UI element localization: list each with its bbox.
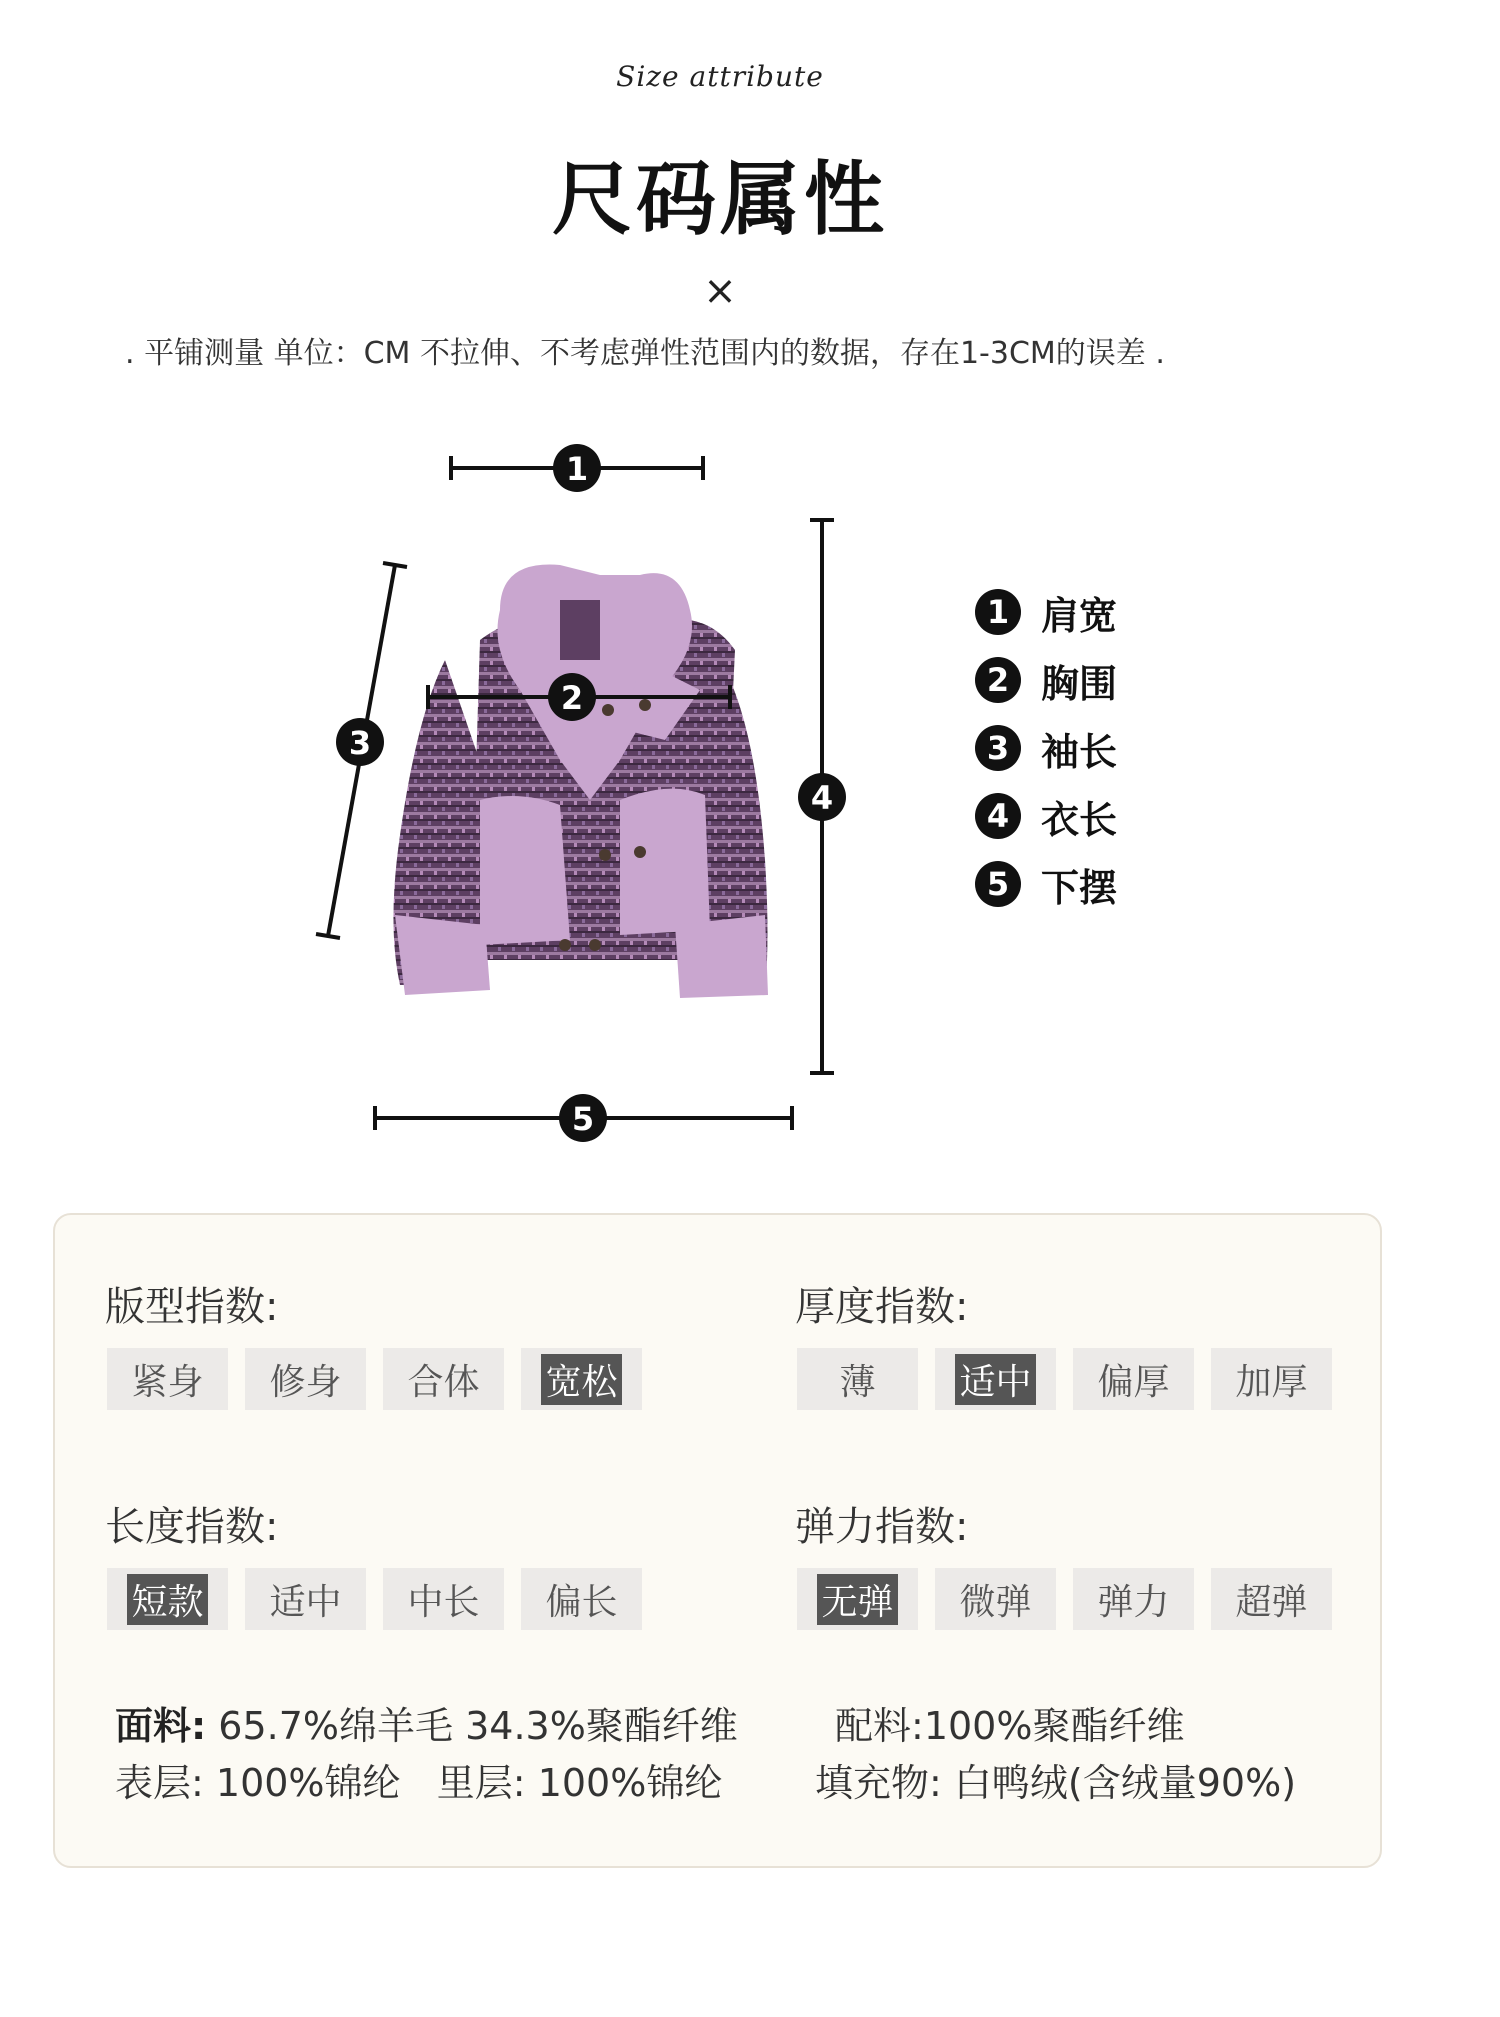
outer-label: 表层: bbox=[115, 1761, 204, 1805]
legend-item-hem bbox=[975, 850, 1117, 918]
lining-label: 配料: bbox=[835, 1704, 924, 1748]
marker-2 bbox=[548, 673, 596, 721]
legend-item-length bbox=[975, 782, 1117, 850]
filling-label: 填充物: bbox=[815, 1761, 942, 1805]
legend-number: 4 bbox=[975, 793, 1021, 839]
fit-index-label: 版型指数: bbox=[105, 1284, 279, 1330]
elasticity-option: 弹力 bbox=[1073, 1568, 1194, 1630]
elasticity-option: 超弹 bbox=[1211, 1568, 1332, 1630]
outer-layer-line bbox=[115, 1752, 722, 1807]
thickness-option: 加厚 bbox=[1211, 1348, 1332, 1410]
length-index-options bbox=[107, 1568, 642, 1630]
thickness-option: 适中 bbox=[935, 1348, 1056, 1410]
legend-number: 1 bbox=[975, 589, 1021, 635]
filling-line bbox=[815, 1752, 1296, 1807]
length-option: 短款 bbox=[107, 1568, 228, 1630]
page-title: 尺码属性 bbox=[552, 153, 888, 246]
marker-1 bbox=[553, 444, 601, 492]
thickness-option: 薄 bbox=[797, 1348, 918, 1410]
fit-option: 修身 bbox=[245, 1348, 366, 1410]
inner-value: 100%锦纶 bbox=[537, 1761, 723, 1805]
elasticity-index-options bbox=[797, 1568, 1332, 1630]
outer-value: 100%锦纶 bbox=[215, 1761, 401, 1805]
fit-index-options bbox=[107, 1348, 642, 1410]
legend-label: 下摆 bbox=[1041, 865, 1118, 910]
thickness-index-options bbox=[797, 1348, 1332, 1410]
fit-option: 紧身 bbox=[107, 1348, 228, 1410]
marker-3 bbox=[336, 718, 384, 766]
svg-text:4: 4 bbox=[810, 779, 834, 817]
legend-item-chest bbox=[975, 646, 1117, 714]
legend-label: 肩宽 bbox=[1041, 593, 1118, 638]
legend-label: 袖长 bbox=[1041, 729, 1118, 774]
legend-number: 3 bbox=[975, 725, 1021, 771]
fabric-value: 65.7%绵羊毛 34.3%聚酯纤维 bbox=[218, 1704, 738, 1748]
legend-label: 胸围 bbox=[1041, 661, 1118, 706]
fabric-line bbox=[115, 1695, 738, 1750]
elasticity-option: 无弹 bbox=[797, 1568, 918, 1630]
svg-text:2: 2 bbox=[560, 679, 584, 717]
marker-5 bbox=[559, 1094, 607, 1142]
measurement-note: . 平铺测量 单位：CM 不拉伸、不考虑弹性范围内的数据，存在1-3CM的误差 . bbox=[125, 336, 1165, 371]
legend-item-shoulder bbox=[975, 578, 1117, 646]
marker-4 bbox=[798, 773, 846, 821]
coat-image bbox=[393, 565, 768, 998]
legend-number: 5 bbox=[975, 861, 1021, 907]
length-index-label: 长度指数: bbox=[105, 1504, 279, 1550]
fit-option: 宽松 bbox=[521, 1348, 642, 1410]
svg-text:3: 3 bbox=[348, 724, 372, 762]
attribute-panel bbox=[53, 1213, 1382, 1868]
thickness-option: 偏厚 bbox=[1073, 1348, 1194, 1410]
filling-value: 白鸭绒(含绒量90%) bbox=[953, 1761, 1297, 1805]
elasticity-index-label: 弹力指数: bbox=[795, 1504, 969, 1550]
svg-text:5: 5 bbox=[571, 1100, 595, 1138]
lining-value: 100%聚酯纤维 bbox=[923, 1704, 1185, 1748]
length-option: 偏长 bbox=[521, 1568, 642, 1630]
svg-text:1: 1 bbox=[565, 450, 589, 488]
length-option: 中长 bbox=[383, 1568, 504, 1630]
subtitle: Size attribute bbox=[616, 60, 824, 93]
elasticity-option: 微弹 bbox=[935, 1568, 1056, 1630]
fabric-label: 面料: bbox=[115, 1704, 207, 1748]
measurement-legend bbox=[975, 578, 1117, 918]
length-option: 适中 bbox=[245, 1568, 366, 1630]
legend-item-sleeve bbox=[975, 714, 1117, 782]
legend-label: 衣长 bbox=[1041, 797, 1118, 842]
inner-label: 里层: bbox=[436, 1761, 526, 1805]
cross-icon: × bbox=[703, 268, 737, 314]
fit-option: 合体 bbox=[383, 1348, 504, 1410]
thickness-index-label: 厚度指数: bbox=[795, 1284, 969, 1330]
legend-number: 2 bbox=[975, 657, 1021, 703]
lining-line bbox=[835, 1695, 1184, 1750]
